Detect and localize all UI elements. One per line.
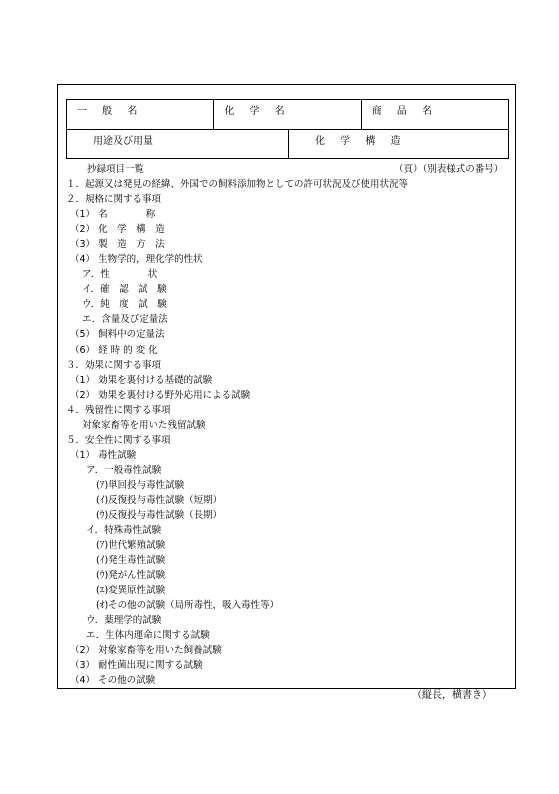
list-item: （2） 化 学 構 造 xyxy=(70,224,165,235)
list-item: 対象家畜等を用いた残留試験 xyxy=(82,420,206,431)
general-name-cell: 一 般 名 xyxy=(77,106,144,117)
list-item: ウ．純 度 試 験 xyxy=(82,299,167,310)
list-item: ウ．薬理学的試験 xyxy=(86,615,162,626)
list-item: (ｴ)変異原性試験 xyxy=(96,585,166,596)
list-item: イ．特殊毒性試験 xyxy=(86,525,162,536)
list-item: （3） 耐性菌出現に関する試験 xyxy=(70,660,203,671)
list-item: イ．確 認 試 験 xyxy=(82,284,167,295)
header-row-usage xyxy=(66,129,509,159)
list-item: ア．性 状 xyxy=(82,269,158,280)
header-row-names xyxy=(66,99,509,130)
list-item: ２．規格に関する事項 xyxy=(66,194,162,205)
list-item: (ｵ)その他の試験（局所毒性，吸入毒性等） xyxy=(96,600,280,611)
list-item: (ｲ)反復投与毒性試験（短期） xyxy=(96,495,223,506)
list-item: （2） 対象家畜等を用いた飼養試験 xyxy=(70,645,222,656)
list-item: ４．残留性に関する事項 xyxy=(66,405,171,416)
chemical-structure-cell: 化 学 構 造 xyxy=(288,129,508,158)
list-item: ア．一般毒性試験 xyxy=(86,465,162,476)
list-item: (ｳ)発がん性試験 xyxy=(96,570,166,581)
list-title: 抄録項目一覧 xyxy=(87,164,145,175)
list-item: (ｱ)世代繁殖試験 xyxy=(96,540,166,551)
list-item: エ．含量及び定量法 xyxy=(82,314,168,325)
footer-note: （縦長，横書き） xyxy=(412,690,492,701)
list-item: （1） 毒性試験 xyxy=(70,450,137,461)
list-item: （3） 製 造 方 法 xyxy=(70,239,165,250)
list-item: （2） 効果を裏付ける野外応用による試験 xyxy=(70,390,251,401)
list-item: ５．安全性に関する事項 xyxy=(66,435,171,446)
list-item: （4） 生物学的，理化学的性状 xyxy=(70,254,203,265)
list-item: (ｲ)発生毒性試験 xyxy=(96,555,166,566)
list-item: （6） 経 時 的 変 化 xyxy=(70,345,158,356)
list-item: ３．効果に関する事項 xyxy=(66,360,162,371)
product-name-cell: 商 品 名 xyxy=(361,100,508,129)
list-item: （5） 飼料中の定量法 xyxy=(70,329,165,340)
chemical-name-cell: 化 学 名 xyxy=(213,100,360,129)
list-item: (ｳ)反復投与毒性試験（長期） xyxy=(96,510,223,521)
list-item: （1） 名 称 xyxy=(70,209,156,220)
list-item: １．起源又は発見の経緯、外国での飼料添加物としての許可状況及び使用状況等 xyxy=(66,179,409,190)
list-item: （1） 効果を裏付ける基礎的試験 xyxy=(70,375,213,386)
list-item: エ．生体内運命に関する試験 xyxy=(86,630,210,641)
list-item: （4） その他の試験 xyxy=(70,675,156,686)
list-item: (ｱ)単回投与毒性試験 xyxy=(96,480,185,491)
list-note: （頁）（別表様式の番号） xyxy=(394,164,504,175)
usage-dosage-cell: 用途及び用量 xyxy=(93,136,153,147)
